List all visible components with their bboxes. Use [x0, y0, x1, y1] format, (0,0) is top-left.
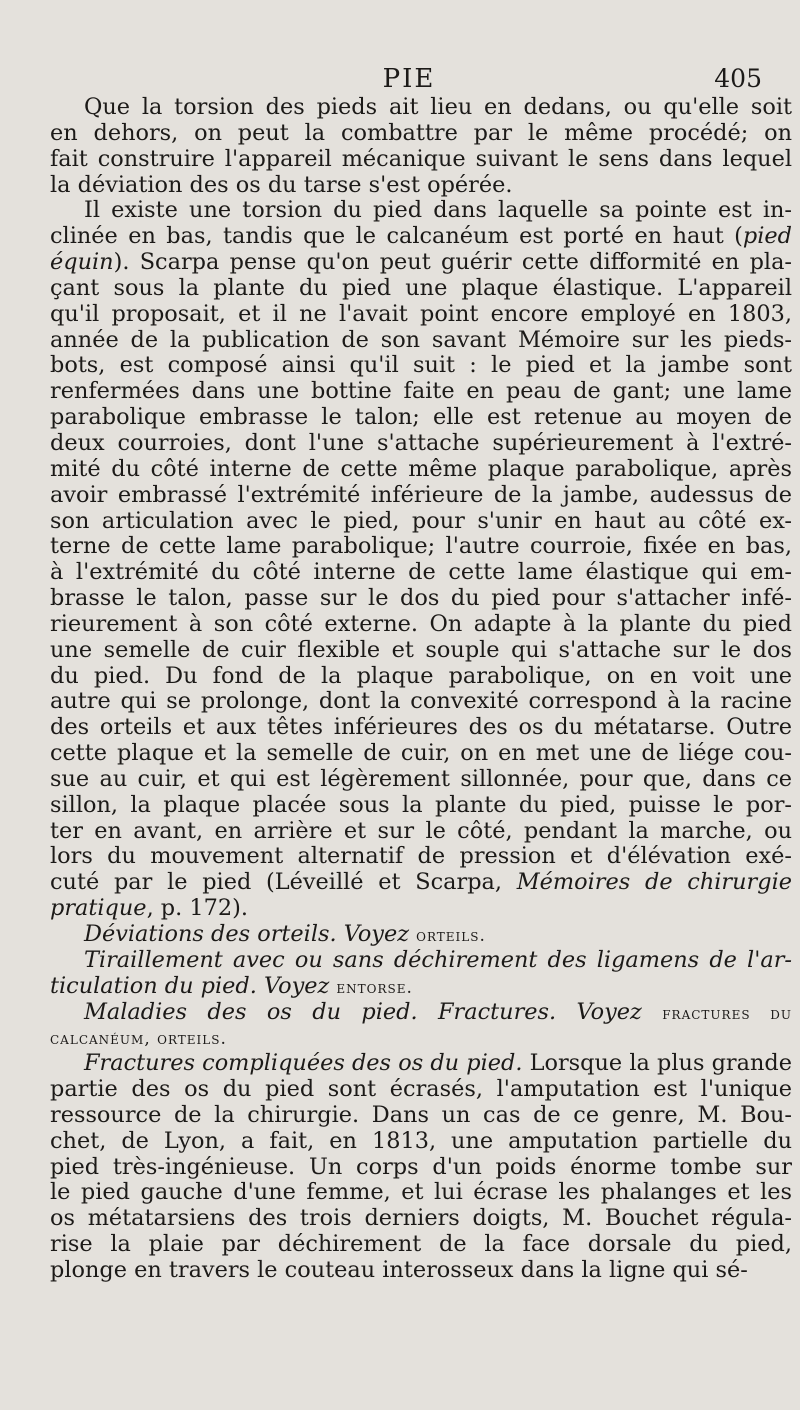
text-line: [50, 664, 792, 690]
text-run: pied très-ingénieuse. Un corps d'un poids énorme tombe sur: [50, 1153, 792, 1180]
text-line: [50, 974, 792, 1000]
text-line: [50, 224, 792, 250]
text-line: [50, 844, 792, 870]
cross-reference: calcanéum, orteils.: [50, 1029, 227, 1050]
text-line: [50, 560, 792, 586]
text-run: la déviation des os du tarse s'est opérée.: [50, 171, 513, 198]
text-line: [50, 922, 792, 948]
text-run: bots, est composé ainsi qu'il suit : le pied et la jambe sont: [50, 352, 792, 379]
text-run: son articulation avec le pied, pour s'unir en haut au côté ex-: [50, 507, 792, 534]
text-run: , p. 172).: [146, 895, 248, 922]
text-line: [50, 741, 792, 767]
text-line: [50, 819, 792, 845]
text-run: qu'il proposait, et il ne l'avait point encore employé en 1803,: [50, 300, 792, 327]
italic-text: pratique: [50, 895, 147, 922]
text-run: autre qui se prolonge, dont la convexité correspond à la racine: [50, 688, 792, 715]
italic-text: pied: [742, 223, 792, 250]
text-line: [50, 379, 792, 405]
text-line: [50, 1000, 792, 1026]
text-run: du pied. Du fond de la plaque parabolique, on en voit une: [50, 662, 792, 689]
body-text: [50, 95, 792, 1284]
text-line: [50, 405, 792, 431]
text-line: [50, 1077, 792, 1103]
text-line: [50, 95, 792, 121]
text-run: Il existe une torsion du pied dans laquelle sa pointe est in-: [84, 197, 792, 224]
text-run: fait construire l'appareil mécanique suivant le sens dans lequel: [50, 145, 792, 172]
italic-text: Déviations des orteils. Voyez: [84, 921, 417, 947]
text-line: [50, 483, 792, 509]
text-line: [50, 198, 792, 224]
text-line: [50, 870, 792, 896]
text-line: [50, 1206, 792, 1232]
text-line: [50, 302, 792, 328]
text-run: le pied gauche d'une femme, et lui écrase les phalanges et les: [50, 1179, 792, 1206]
text-run: cette plaque et la semelle de cuir, on en met une de liége cou-: [50, 740, 792, 767]
text-run: en dehors, on peut la combattre par le même procédé; on: [50, 119, 792, 146]
text-run: chet, de Lyon, a fait, en 1813, une amputation partielle du: [50, 1127, 792, 1154]
text-line: [50, 250, 792, 276]
text-run: des orteils et aux têtes inférieures des os du métatarse. Outre: [50, 714, 792, 741]
text-run: terne de cette lame parabolique; l'autre courroie, fixée en bas,: [50, 533, 792, 560]
text-line: [50, 715, 792, 741]
italic-text: équin: [50, 249, 114, 276]
text-run: rieurement à son côté externe. On adapte à la plante du pied: [50, 610, 792, 637]
text-line: [50, 1025, 792, 1051]
text-run: sillon, la plaque placée sous la plante du pied, puisse le por-: [50, 791, 792, 818]
page-header: [50, 64, 768, 98]
text-line: [50, 689, 792, 715]
text-run: parabolique embrasse le talon; elle est retenue au moyen de: [50, 404, 792, 431]
text-line: [50, 457, 792, 483]
text-line: [50, 1258, 792, 1284]
text-run: ter en avant, en arrière et sur le côté, pendant la marche, ou: [50, 817, 792, 844]
text-line: [50, 1051, 792, 1077]
text-run: brasse le talon, passe sur le dos du pied pour s'attacher infé-: [50, 585, 792, 612]
text-run: ). Scarpa pense qu'on peut guérir cette difformité en pla-: [113, 249, 792, 276]
text-line: [50, 1103, 792, 1129]
cross-reference: entorse.: [336, 977, 413, 998]
text-line: [50, 121, 792, 147]
text-line: [50, 534, 792, 560]
text-run: partie des os du pied sont écrasés, l'amputation est l'unique: [50, 1076, 792, 1103]
text-line: [50, 509, 792, 535]
text-line: [50, 1129, 792, 1155]
text-run: clinée en bas, tandis que le calcanéum est porté en haut (: [50, 223, 743, 250]
italic-text: ticulation du pied. Voyez: [50, 972, 337, 999]
text-run: rise la plaie par déchirement de la face dorsale du pied,: [50, 1231, 792, 1258]
text-line: [50, 793, 792, 819]
cross-reference: orteils.: [416, 926, 486, 946]
text-line: [50, 896, 792, 922]
text-run: renfermées dans une bottine faite en peau de gant; une lame: [50, 378, 792, 405]
italic-text: Fractures compliquées des os du pied.: [84, 1050, 523, 1077]
text-line: [50, 353, 792, 379]
text-line: [50, 147, 792, 173]
text-run: année de la publication de son savant Mémoire sur les pieds-: [50, 326, 792, 353]
text-run: une semelle de cuir flexible et souple qui s'attache sur le dos: [50, 636, 792, 663]
text-run: cuté par le pied (Léveillé et Scarpa,: [50, 869, 517, 896]
text-line: [50, 328, 792, 354]
text-run: à l'extrémité du côté interne de cette lame élastique qui em-: [50, 559, 792, 586]
text-line: [50, 638, 792, 664]
text-line: [50, 612, 792, 638]
text-line: [50, 431, 792, 457]
text-line: [50, 767, 792, 793]
text-run: ressource de la chirurgie. Dans un cas de ce genre, M. Bou-: [50, 1101, 792, 1128]
text-line: [50, 276, 792, 302]
text-line: [50, 948, 792, 974]
text-run: çant sous la plante du pied une plaque élastique. L'appareil: [50, 274, 792, 301]
italic-text: Tiraillement avec ou sans déchirement des ligamens de l'ar-: [84, 946, 792, 973]
text-line: [50, 1232, 792, 1258]
text-run: avoir embrassé l'extrémité inférieure de la jambe, audessus de: [50, 481, 792, 508]
text-line: [50, 1155, 792, 1181]
italic-text: Maladies des os du pied. Fractures. Voyez: [84, 998, 663, 1025]
text-line: [50, 586, 792, 612]
text-run: mité du côté interne de cette même plaque parabolique, après: [50, 455, 792, 482]
text-run: Que la torsion des pieds ait lieu en dedans, ou qu'elle soit: [84, 94, 792, 120]
page-number: 405: [714, 64, 762, 93]
text-line: [50, 1180, 792, 1206]
text-run: plonge en travers le couteau interosseux dans la ligne qui sé-: [50, 1256, 748, 1283]
text-run: sue au cuir, et qui est légèrement sillonnée, pour que, dans ce: [50, 765, 792, 792]
text-run: Lorsque la plus grande: [522, 1050, 792, 1077]
text-line: [50, 173, 792, 199]
italic-text: Mémoires de chirurgie: [516, 869, 793, 896]
text-run: os métatarsiens des trois derniers doigts, M. Bouchet régula-: [50, 1205, 792, 1232]
running-title: PIE: [382, 64, 436, 94]
cross-reference: fractures du: [662, 1003, 792, 1024]
text-run: deux courroies, dont l'une s'attache supérieurement à l'extré-: [50, 429, 792, 456]
text-run: lors du mouvement alternatif de pression et d'élévation exé-: [50, 843, 792, 870]
